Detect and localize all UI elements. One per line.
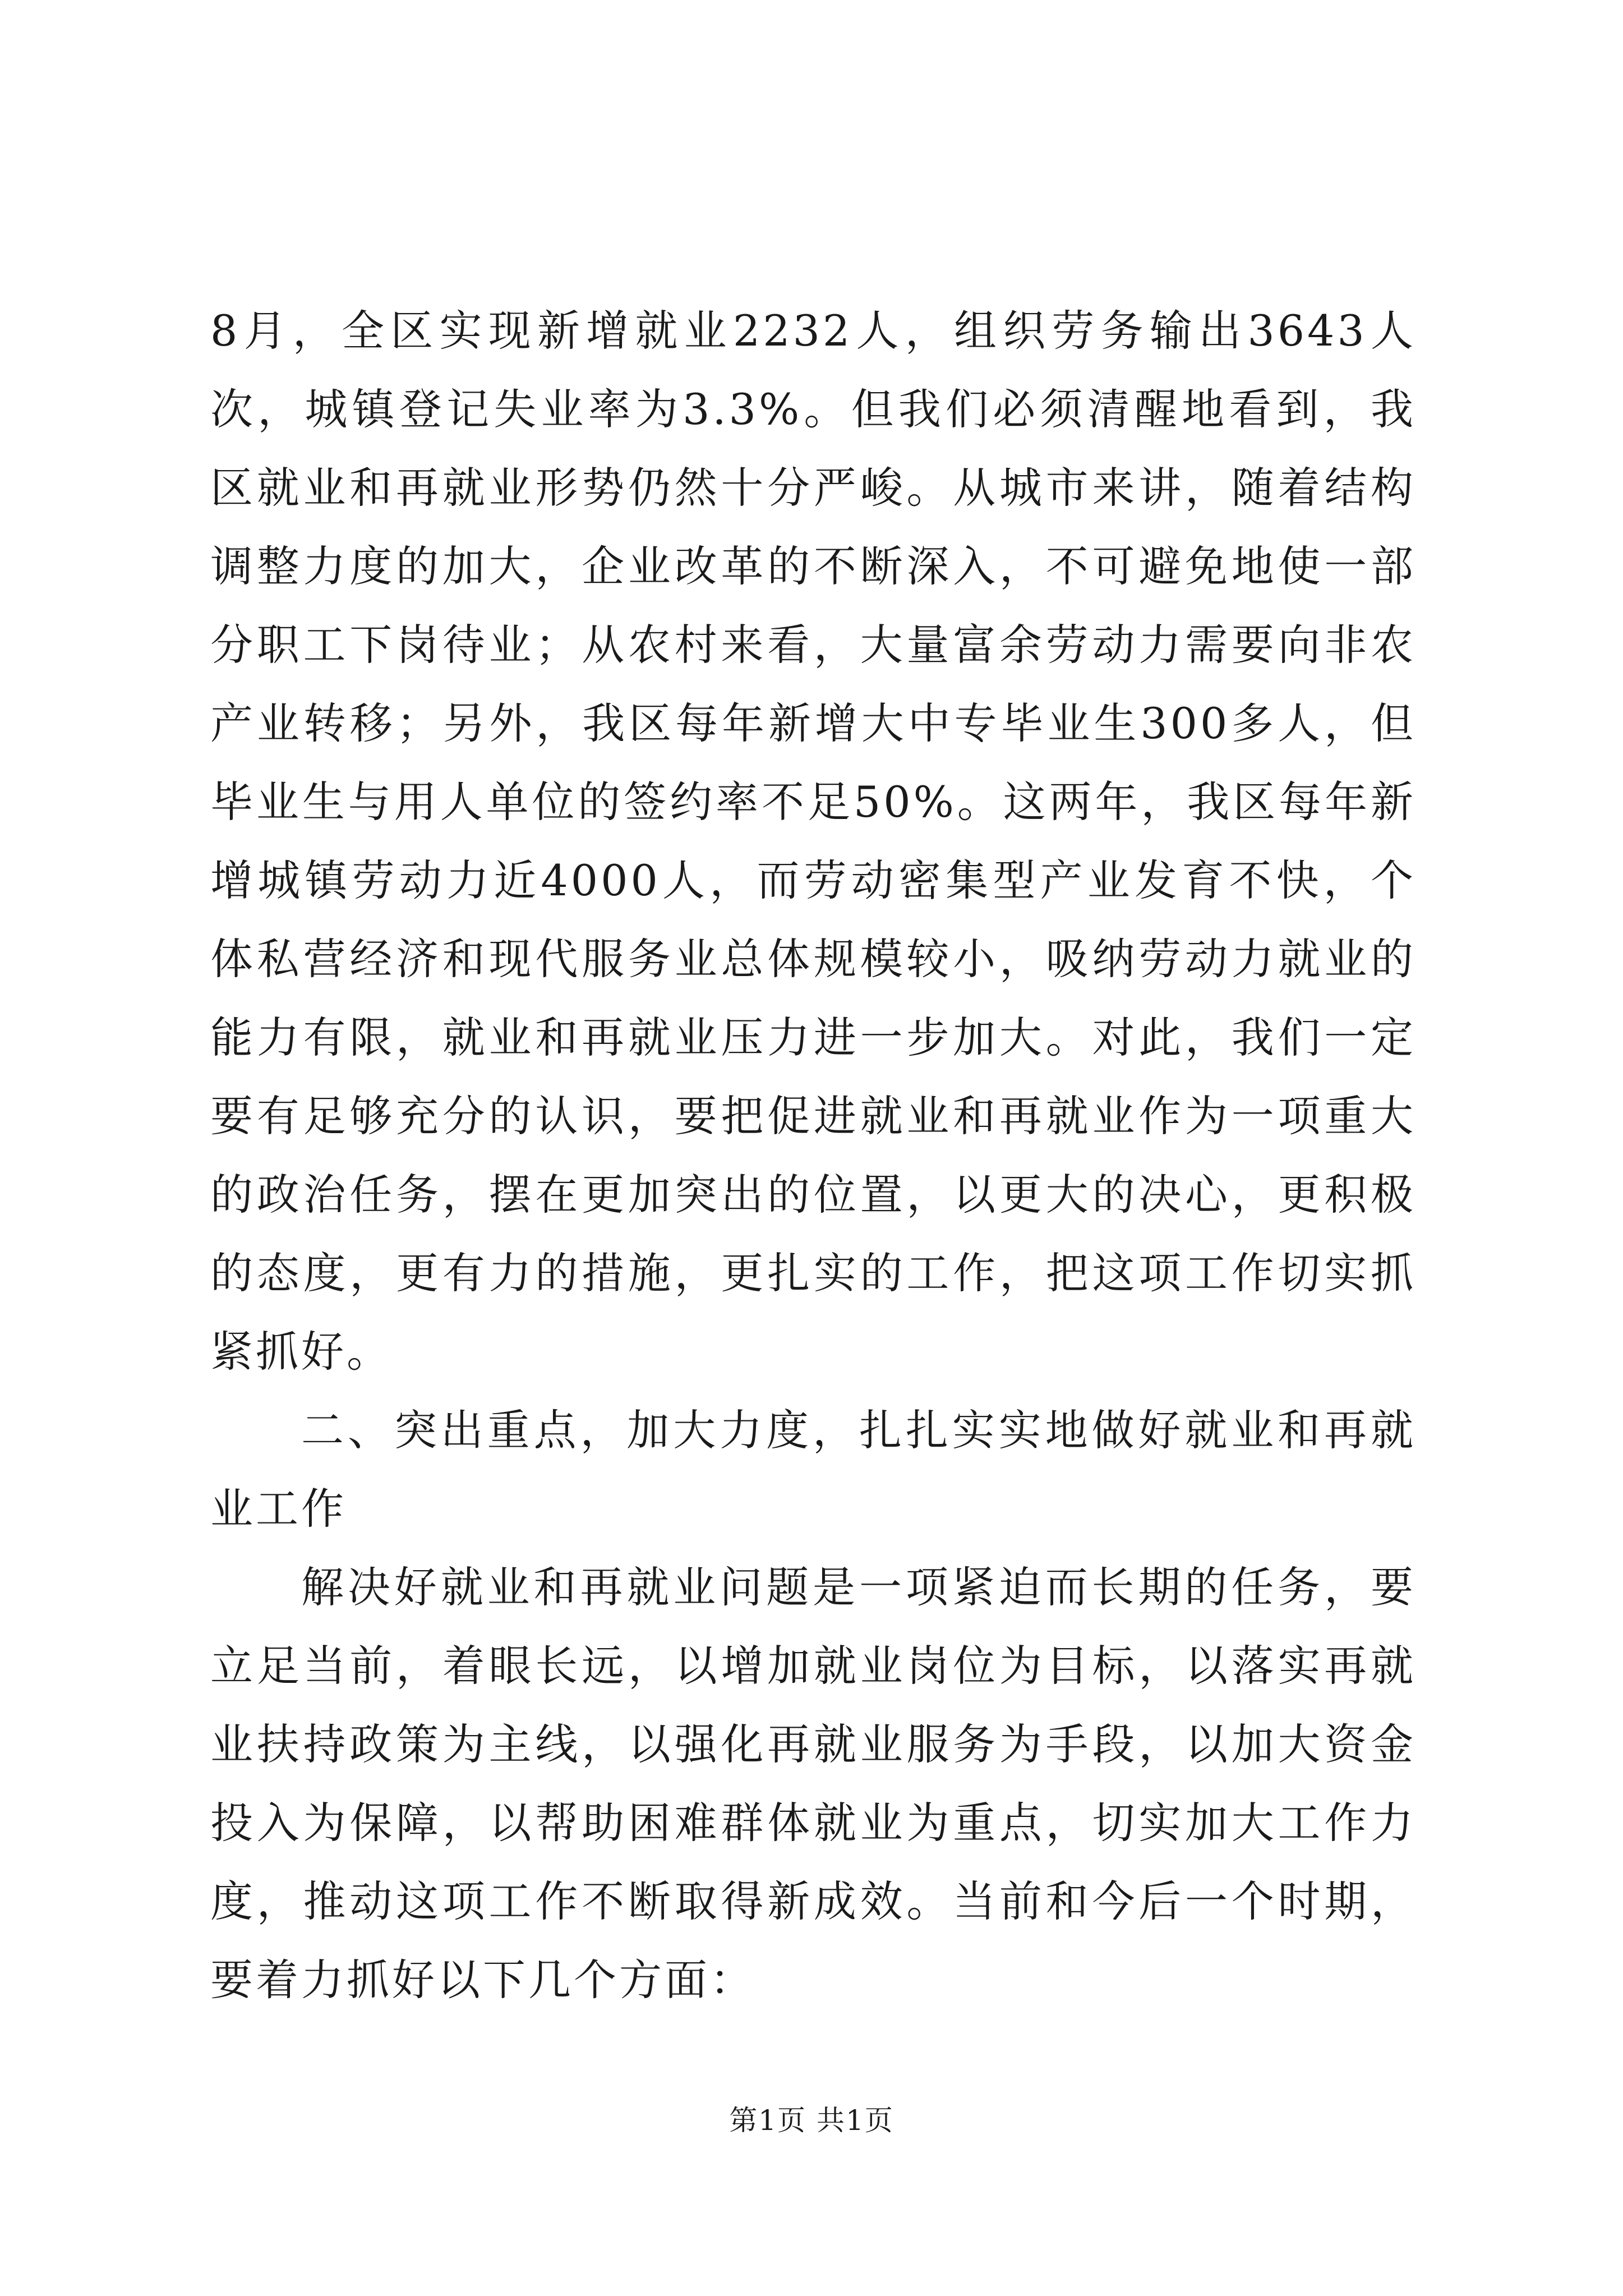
document-body — [210, 292, 1416, 2019]
page-footer: 第1页 共1页 — [729, 2104, 894, 2137]
paragraph-continuation: 8月，全区实现新增就业2232人，组织劳务输出3643人次，城镇登记失业率为3.3%。但我们必须清醒地看到，我区就业和再就业形势仍然十分严峻。从城市来讲，随着结构调整力度的加大，企业改革的不断深入，不可避免地使一部分职工下岗待业；从农村来看，大量富余劳动力需要向非农产业转移；另外，我区每年新增大中专毕业生300多人，但毕业生与用人单位的签约率不足50%。这两年，我区每年新增城镇劳动力近4000人，而劳动密集型产业发育不快，个体私营经济和现代服务业总体规模较小，吸纳劳动力就业的能力有限，就业和再就业压力进一步加大。对此，我们一定要有足够充分的认识，要把促进就业和再就业作为一项重大的政治任务，摆在更加突出的位置，以更大的决心，更积极的态度，更有力的措施，更扎实的工作，把这项工作切实抓紧抓好。 — [210, 306, 1416, 1377]
section-heading: 二、突出重点，加大力度，扎扎实实地做好就业和再就业工作 — [210, 1405, 1416, 1534]
paragraph-body: 解决好就业和再就业问题是一项紧迫而长期的任务，要立足当前，着眼长远，以增加就业岗位为目标，以落实再就业扶持政策为主线，以强化再就业服务为手段，以加大资金投入为保障，以帮助困难群体就业为重点，切实加大工作力度，推动这项工作不断取得新成效。当前和今后一个时期，要着力抓好以下几个方面： — [210, 1562, 1416, 2005]
